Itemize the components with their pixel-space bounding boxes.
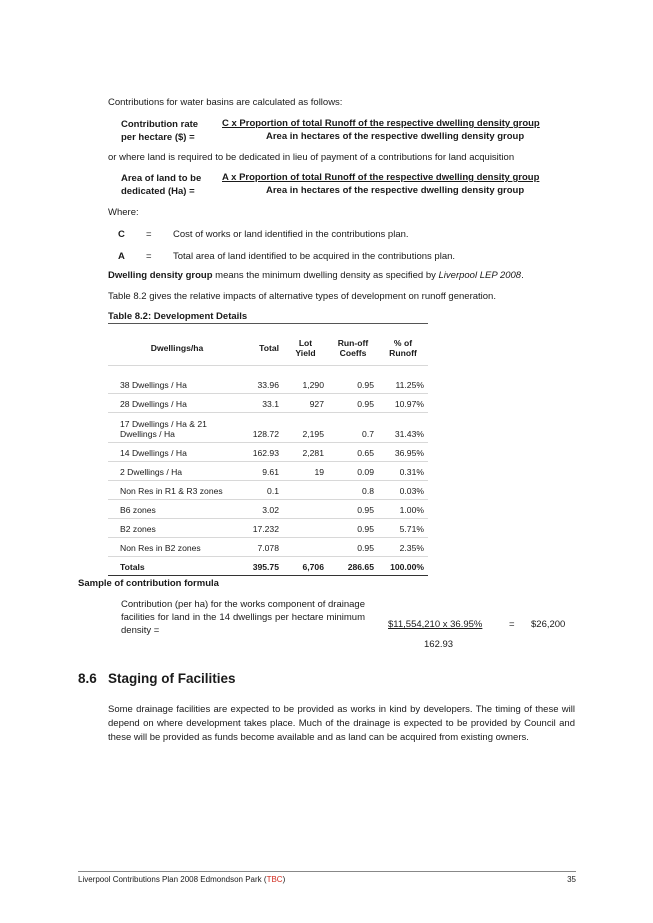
ddg-term: Dwelling density group xyxy=(108,270,213,281)
cell-total: 128.72 xyxy=(238,412,283,442)
header-runoff: Run-off xyxy=(337,338,369,348)
cell-runoff: 0.95 xyxy=(328,518,378,537)
cell-lot: 1,290 xyxy=(283,374,328,393)
formula2-label-line1: Area of land to be xyxy=(121,173,202,184)
ddg-end: . xyxy=(521,270,524,281)
sample-numerator: $11,554,210 x 36.95% xyxy=(388,619,483,630)
sample-eq: = xyxy=(509,619,515,630)
cell-total: 162.93 xyxy=(238,442,283,461)
ddg-paragraph xyxy=(108,270,524,281)
cell-pct: 2.35% xyxy=(378,537,428,556)
cell-lot xyxy=(283,518,328,537)
definition-text-a: Total area of land identified to be acquired in the contributions plan. xyxy=(173,251,456,262)
table-row xyxy=(108,442,428,461)
header-pct-runoff-label: Runoff xyxy=(389,348,417,358)
section-body: Some drainage facilities are expected to be provided as works in kind by developers. The timing of these will depend on where development takes place. Much of the drainage is expected to be provided by Council and these will be provided as funds become available and as land can be acquired from existing owners. xyxy=(108,704,575,743)
cell-pct: 10.97% xyxy=(378,393,428,412)
development-details-table xyxy=(108,331,428,576)
cell-total: 9.61 xyxy=(238,461,283,480)
table-header-row xyxy=(108,331,428,366)
footer-title: Liverpool Contributions Plan 2008 Edmondson Park ( xyxy=(78,875,267,884)
cell-name-line2: Dwellings / Ha xyxy=(120,428,175,439)
cell-total: 3.02 xyxy=(238,499,283,518)
section-title: Staging of Facilities xyxy=(108,671,236,686)
cell-total: 17.232 xyxy=(238,518,283,537)
cell-pct: 0.31% xyxy=(378,461,428,480)
cell-name: 38 Dwellings / Ha xyxy=(108,374,238,393)
cell-name xyxy=(108,412,238,442)
cell-runoff: 0.09 xyxy=(328,461,378,480)
cell-name: B6 zones xyxy=(108,499,238,518)
cell-name: 14 Dwellings / Ha xyxy=(108,442,238,461)
section-number: 8.6 xyxy=(78,671,97,686)
footer-text xyxy=(78,875,285,884)
table-row xyxy=(108,518,428,537)
cell-pct: 36.95% xyxy=(378,442,428,461)
definition-symbol-a: A xyxy=(118,251,125,262)
footer-tbc: TBC xyxy=(266,875,283,884)
cell-name: Non Res in B2 zones xyxy=(108,537,238,556)
table-row xyxy=(108,499,428,518)
cell-lot: 2,281 xyxy=(283,442,328,461)
formula1-numerator: C x Proportion of total Runoff of the respective dwelling density group xyxy=(222,118,540,129)
header-pct: % of xyxy=(393,338,413,348)
table-row xyxy=(108,412,428,442)
formula2-label xyxy=(121,172,201,198)
cell-name: 28 Dwellings / Ha xyxy=(108,393,238,412)
or-where-text: or where land is required to be dedicated in lieu of payment of a contributions for land acquisition xyxy=(108,152,515,163)
footer-close: ) xyxy=(282,875,286,884)
cell-pct: 0.03% xyxy=(378,480,428,499)
cell-runoff: 0.7 xyxy=(328,412,378,442)
sample-denominator: 162.93 xyxy=(424,639,454,650)
table-row xyxy=(108,461,428,480)
header-coeffs: Coeffs xyxy=(339,348,367,358)
cell-total: 0.1 xyxy=(238,480,283,499)
sample-result: $26,200 xyxy=(531,619,566,630)
totals-runoff: 286.65 xyxy=(328,556,378,575)
totals-pct: 100.00% xyxy=(378,556,428,575)
formula1-denominator: Area in hectares of the respective dwelling density group xyxy=(266,131,525,142)
ddg-text: means the minimum dwelling density as specified by xyxy=(212,270,439,281)
footer-rule xyxy=(78,871,576,872)
cell-lot: 927 xyxy=(283,393,328,412)
cell-name: B2 zones xyxy=(108,518,238,537)
definition-eq-c: = xyxy=(146,229,152,240)
definition-eq-a: = xyxy=(146,251,152,262)
definition-text-c: Cost of works or land identified in the contributions plan. xyxy=(173,229,409,240)
definition-symbol-c: C xyxy=(118,229,125,240)
cell-name: 2 Dwellings / Ha xyxy=(108,461,238,480)
cell-lot xyxy=(283,537,328,556)
formula2-label-line2: dedicated (Ha) = xyxy=(121,186,195,197)
totals-name: Totals xyxy=(108,556,238,575)
formula1-label-line1: Contribution rate xyxy=(121,119,199,130)
totals-lot: 6,706 xyxy=(283,556,328,575)
cell-lot xyxy=(283,480,328,499)
cell-runoff: 0.95 xyxy=(328,537,378,556)
header-total: Total xyxy=(238,331,283,366)
cell-pct: 5.71% xyxy=(378,518,428,537)
header-lot-yield xyxy=(283,331,328,366)
cell-pct: 11.25% xyxy=(378,374,428,393)
where-label: Where: xyxy=(108,207,139,218)
table-totals-row xyxy=(108,556,428,575)
header-lot: Lot xyxy=(298,338,313,348)
formula1-label xyxy=(121,118,198,144)
formula2-numerator: A x Proportion of total Runoff of the respective dwelling density group xyxy=(222,172,540,183)
cell-runoff: 0.95 xyxy=(328,499,378,518)
header-pct-runoff xyxy=(378,331,428,366)
header-runoff-coeffs xyxy=(328,331,378,366)
cell-total: 33.96 xyxy=(238,374,283,393)
cell-lot xyxy=(283,499,328,518)
table-row xyxy=(108,393,428,412)
header-dwellings: Dwellings/ha xyxy=(108,331,238,366)
cell-pct: 1.00% xyxy=(378,499,428,518)
cell-runoff: 0.8 xyxy=(328,480,378,499)
cell-total: 7.078 xyxy=(238,537,283,556)
table-caption: Table 8.2: Development Details xyxy=(108,311,428,324)
formula2-denominator: Area in hectares of the respective dwelling density group xyxy=(266,185,525,196)
cell-runoff: 0.95 xyxy=(328,393,378,412)
ddg-ref: Liverpool LEP 2008 xyxy=(438,270,522,281)
cell-lot: 19 xyxy=(283,461,328,480)
intro-text: Contributions for water basins are calculated as follows: xyxy=(108,97,343,108)
table-row xyxy=(108,537,428,556)
cell-lot: 2,195 xyxy=(283,412,328,442)
cell-runoff: 0.65 xyxy=(328,442,378,461)
cell-pct: 31.43% xyxy=(378,412,428,442)
table-intro: Table 8.2 gives the relative impacts of alternative types of development on runoff generation. xyxy=(108,291,496,302)
page-number: 35 xyxy=(567,875,576,884)
cell-runoff: 0.95 xyxy=(328,374,378,393)
formula1-label-line2: per hectare ($) = xyxy=(121,132,195,143)
table-row xyxy=(108,374,428,393)
totals-total: 395.75 xyxy=(238,556,283,575)
cell-name: Non Res in R1 & R3 zones xyxy=(108,480,238,499)
header-yield: Yield xyxy=(295,348,316,358)
cell-total: 33.1 xyxy=(238,393,283,412)
sample-heading: Sample of contribution formula xyxy=(78,578,219,589)
sample-text: Contribution (per ha) for the works component of drainage facilities for land in the 14 dwellings per hectare minimum density = xyxy=(121,599,365,636)
cell-name-line1: 17 Dwellings / Ha & 21 xyxy=(120,418,207,429)
table-row xyxy=(108,480,428,499)
